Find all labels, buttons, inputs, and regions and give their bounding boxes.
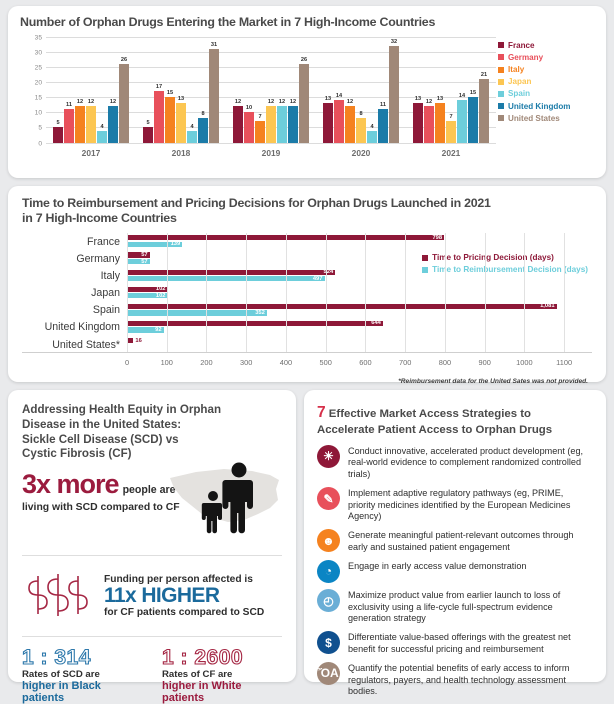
us-map-with-people-icon — [166, 456, 284, 540]
handshake-icon: ☻ — [317, 529, 340, 552]
legend-item-united-kingdom[interactable] — [498, 102, 592, 111]
pie-chart-icon: ◔ — [317, 560, 340, 583]
hbar-category-label: Germany — [76, 252, 120, 265]
bar-value-label: 4 — [100, 123, 104, 130]
bar-chart-y-tick: 0 — [38, 140, 42, 148]
hbar-chart-rows — [22, 233, 584, 353]
legend-label: Germany — [508, 52, 544, 62]
bar-germany-2020 — [334, 93, 344, 142]
hbar-gridline — [365, 233, 366, 353]
bar-chart-y-tick: 15 — [34, 94, 42, 102]
legend-item-italy[interactable] — [498, 65, 592, 74]
strategy-item — [317, 560, 593, 583]
hbar-x-tick: 100 — [160, 358, 173, 368]
bar-japan-2019 — [266, 99, 276, 142]
hbar-chart-plot-area — [22, 233, 592, 386]
bar-value-label: 31 — [210, 41, 218, 48]
orphan-drugs-bar-chart-card — [8, 6, 606, 178]
hbar-reimbursement-france — [127, 242, 182, 247]
bar-chart-x-label: 2020 — [351, 147, 371, 158]
bar-italy-2018 — [165, 90, 175, 142]
hbar-category-label: Japan — [91, 287, 120, 300]
hbar-row — [22, 302, 584, 319]
equity-divider-1 — [22, 555, 282, 556]
bar-value-label: 14 — [458, 93, 466, 100]
strategy-text: Generate meaningful patient-relevant outcomes through early and sustained patient engagement — [348, 530, 574, 552]
legend-swatch-icon — [498, 42, 504, 48]
bar-chart-y-tick: 10 — [34, 109, 42, 117]
equity-funding-text — [104, 574, 264, 618]
bar-spain-2021 — [457, 93, 467, 142]
bar-germany-2021 — [424, 99, 434, 142]
hbar-value-label: 1,081 — [540, 303, 555, 310]
bar-value-label: 4 — [370, 123, 374, 130]
bar-italy-2017 — [75, 99, 85, 142]
hbar-category-label: France — [87, 235, 120, 248]
bar-chart-x-label: 2021 — [441, 147, 461, 158]
bar-value-label: 17 — [155, 84, 163, 91]
legend-swatch-icon — [498, 115, 504, 121]
hbar-chart-legend — [422, 253, 588, 274]
equity-stat-prevalence — [22, 469, 282, 546]
equity-ratio-cf-value: 1 : 2600 — [162, 646, 244, 670]
dollar-signs-icon — [22, 565, 94, 627]
bar-value-label: 8 — [359, 111, 363, 118]
strategy-item — [317, 662, 593, 698]
equity-3x-sub: living with SCD compared to CF — [22, 502, 180, 514]
equity-3x-tail: people are — [122, 484, 176, 497]
hbar-track — [127, 285, 584, 302]
hbar-row — [22, 336, 584, 353]
bar-chart-group-2020 — [316, 37, 406, 158]
strategy-item — [317, 487, 593, 523]
legend-label: United States — [508, 113, 560, 123]
hbar-title-line2: in 7 High-Income Countries — [22, 210, 177, 225]
hbar-gridline — [326, 233, 327, 353]
bar-chart-legend — [498, 41, 592, 123]
bar-chart-title: Number of Orphan Drugs Entering the Market in 7 High-Income Countries — [20, 15, 436, 29]
bar-japan-2018 — [176, 96, 186, 142]
bar-germany-2018 — [154, 84, 164, 142]
bar-spain-2019 — [277, 99, 287, 142]
bar-value-label: 12 — [267, 99, 275, 106]
bar-value-label: 26 — [120, 56, 128, 63]
hbar-gridline — [405, 233, 406, 353]
strategies-title — [317, 403, 593, 437]
bar-value-label: 14 — [335, 93, 343, 100]
hbar-value-label: 497 — [312, 275, 323, 282]
hbar-legend-item[interactable] — [422, 265, 588, 274]
hbar-pricing-japan — [127, 287, 168, 292]
legend-label: Spain — [508, 89, 531, 99]
equity-title-line3: Sickle Cell Disease (SCD) vs — [22, 432, 179, 446]
bar-value-label: 21 — [480, 72, 488, 79]
bar-italy-2020 — [345, 99, 355, 142]
bar-chart-group-2018 — [136, 37, 226, 158]
bar-chart-x-label: 2017 — [81, 147, 101, 158]
bar-united-kingdom-2020 — [378, 102, 388, 142]
hbar-x-tick: 500 — [319, 358, 332, 368]
bar-value-label: 10 — [245, 105, 253, 112]
hbar-pricing-italy — [127, 270, 335, 275]
strategy-item — [317, 631, 593, 655]
bar-united-states-2019 — [299, 56, 309, 143]
legend-swatch-icon — [498, 103, 504, 109]
hbar-track — [127, 319, 584, 336]
hbar-gridline — [524, 233, 525, 353]
hbar-gridline — [286, 233, 287, 353]
bar-chart-y-tick: 35 — [34, 34, 42, 42]
hbar-x-tick: 700 — [399, 358, 412, 368]
strategy-item — [317, 589, 593, 625]
bar-united-states-2021 — [479, 72, 489, 143]
clipboard-pen-icon: ✎ — [317, 487, 340, 510]
hbar-gridline — [564, 233, 565, 353]
hbar-x-tick: 600 — [359, 358, 372, 368]
bar-value-label: 26 — [300, 56, 308, 63]
bar-value-label: 7 — [258, 114, 262, 121]
bar-value-label: 13 — [324, 96, 332, 103]
equity-ratio-scd-line2: higher in Black patients — [22, 680, 101, 704]
bar-value-label: 32 — [390, 38, 398, 45]
bar-chart-x-label: 2018 — [171, 147, 191, 158]
bar-chart-group-2021 — [406, 37, 496, 158]
hbar-row — [22, 233, 584, 250]
hbar-value-label: 524 — [323, 269, 334, 276]
equity-title-line2: Disease in the United States: — [22, 417, 182, 431]
hbar-reimbursement-unitedkingdom — [127, 327, 164, 332]
legend-item-united-states[interactable] — [498, 114, 592, 123]
strategy-text: Differentiate value-based offerings with the greatest net benefit for successful pricing and reimbursement — [348, 632, 571, 654]
hbar-x-tick: 800 — [438, 358, 452, 368]
legend-swatch-icon — [498, 67, 504, 73]
hbar-reimbursement-italy — [127, 276, 325, 281]
bar-united-states-2020 — [389, 38, 399, 143]
bar-value-label: 12 — [234, 99, 242, 106]
bar-france-2019 — [233, 99, 243, 142]
bar-value-label: 12 — [346, 99, 354, 106]
hbar-reimbursement-japan — [127, 293, 168, 298]
equity-funding-line2: for CF patients compared to SCD — [104, 607, 265, 619]
strategies-list — [317, 445, 593, 698]
bar-value-label: 13 — [436, 96, 444, 103]
hbar-category-label: Italy — [100, 270, 120, 283]
bar-value-label: 12 — [425, 99, 433, 106]
bar-value-label: 13 — [414, 96, 422, 103]
strategy-text: Implement adaptive regulatory pathways (eg, PRIME, priority medicines identified by the European Medicines Agency) — [348, 488, 571, 522]
equity-funding-line1: Funding per person affected is — [104, 574, 253, 586]
strategy-text: Engage in early access value demonstration — [348, 560, 527, 571]
hbar-gridline — [445, 233, 446, 353]
bar-united-kingdom-2018 — [198, 111, 208, 142]
hbar-title-line1: Time to Reimbursement and Pricing Decisions for Orphan Drugs Launched in 2021 — [22, 196, 491, 210]
hbar-legend-item[interactable] — [422, 253, 588, 262]
health-equity-card — [8, 390, 296, 704]
equity-ratio-scd-line1: Rates of SCD are — [22, 669, 100, 681]
bar-value-label: 12 — [87, 99, 95, 106]
legend-swatch-icon — [498, 91, 504, 97]
bar-chart-icon: ὌA — [317, 662, 340, 685]
lightbulb-icon: ☀ — [317, 445, 340, 468]
hbar-x-tick: 1100 — [556, 358, 573, 368]
hbar-value-label: 92 — [155, 327, 162, 334]
legend-swatch-icon — [422, 255, 428, 261]
time-to-decision-chart-card — [8, 186, 606, 386]
hbar-x-tick: 300 — [240, 358, 253, 368]
bar-france-2021 — [413, 96, 423, 142]
hbar-chart-title — [22, 196, 592, 225]
bar-chart-group-2017 — [46, 37, 136, 158]
legend-label: Time to Reimbursement Decision (days) — [432, 265, 588, 275]
equity-11x-value: 11x HIGHER — [104, 584, 220, 608]
market-access-strategies-card — [304, 390, 606, 697]
hbar-track — [127, 336, 584, 353]
hbar-value-label: 102 — [155, 286, 166, 293]
hbar-row — [22, 319, 584, 336]
hbar-gridline — [167, 233, 168, 353]
hbar-chart-footnote: *Reimbursement data for the United Sates was not provided. — [398, 378, 588, 386]
stopwatch-icon: ◴ — [317, 589, 340, 612]
hbar-value-label: 139 — [170, 241, 181, 248]
hbar-pricing-spain — [127, 304, 557, 309]
bar-france-2018 — [143, 120, 153, 142]
bar-value-label: 5 — [146, 120, 150, 127]
bar-value-label: 5 — [56, 120, 60, 127]
legend-label: Japan — [508, 77, 532, 87]
bar-france-2020 — [323, 96, 333, 142]
legend-label: Italy — [508, 65, 525, 74]
legend-item-germany[interactable] — [498, 53, 592, 62]
strategy-item — [317, 445, 593, 481]
bar-value-label: 8 — [201, 111, 205, 118]
legend-item-japan[interactable] — [498, 77, 592, 86]
hbar-value-label: 102 — [155, 292, 166, 299]
hbar-x-tick: 200 — [200, 358, 213, 368]
bar-value-label: 12 — [278, 99, 286, 106]
hbar-category-label: United States* — [52, 338, 120, 351]
hbar-gridline — [246, 233, 247, 353]
bar-chart-gridline — [38, 140, 496, 148]
equity-ratios — [22, 646, 282, 704]
bar-value-label: 15 — [166, 90, 174, 97]
bar-value-label: 13 — [177, 96, 185, 103]
strategies-title-line2: Accelerate Patient Access to Orphan Drugs — [317, 423, 553, 436]
legend-item-france[interactable] — [498, 41, 592, 50]
bar-france-2017 — [53, 120, 63, 142]
bar-value-label: 7 — [449, 114, 453, 121]
bar-united-kingdom-2017 — [108, 99, 118, 142]
hbar-x-tick: 0 — [124, 358, 130, 368]
bar-germany-2017 — [64, 102, 74, 142]
hbar-gridline — [206, 233, 207, 353]
strategies-count: 7 — [317, 404, 326, 421]
hbar-x-tick: 400 — [279, 358, 293, 368]
bar-chart-y-tick: 30 — [34, 49, 42, 57]
hbar-value-label: 798 — [432, 234, 443, 241]
bar-value-label: 11 — [66, 102, 72, 109]
bar-united-states-2018 — [209, 41, 219, 143]
strategies-title-line1: Effective Market Access Strategies to — [328, 408, 531, 420]
bar-spain-2017 — [97, 123, 107, 143]
hbar-value-label: 16 — [135, 337, 142, 344]
equity-ratio-cf-line2: higher in White patients — [162, 680, 242, 704]
strategy-item — [317, 529, 593, 553]
equity-ratio-cf-line1: Rates of CF are — [162, 669, 233, 681]
bar-spain-2018 — [187, 123, 197, 143]
hbar-row — [22, 285, 584, 302]
bar-japan-2017 — [86, 99, 96, 142]
bar-italy-2021 — [435, 96, 445, 142]
equity-title — [22, 403, 282, 462]
hbar-value-label: 57 — [141, 251, 148, 258]
legend-item-spain[interactable] — [498, 89, 592, 98]
hbar-value-label: 644 — [371, 320, 381, 327]
bar-italy-2019 — [255, 114, 265, 142]
hbar-gridline — [127, 233, 128, 353]
bar-united-kingdom-2019 — [288, 99, 298, 142]
bar-japan-2021 — [446, 114, 456, 142]
bar-united-states-2017 — [119, 56, 129, 143]
equity-3x-value: 3x more — [22, 469, 119, 500]
bar-chart-y-tick: 5 — [38, 124, 42, 132]
bar-japan-2020 — [356, 111, 366, 142]
equity-title-line4: Cystic Fibrosis (CF) — [22, 447, 132, 461]
bar-chart-group-2019 — [226, 37, 316, 158]
hbar-category-label: Spain — [92, 304, 120, 317]
hbar-value-label: 57 — [141, 258, 148, 265]
legend-swatch-icon — [498, 54, 504, 60]
equity-ratio-scd-value: 1 : 314 — [22, 646, 91, 670]
bar-value-label: 12 — [289, 99, 297, 106]
legend-label: United Kingdom — [508, 101, 571, 111]
hbar-gridline — [485, 233, 486, 353]
equity-stat-funding — [22, 565, 282, 627]
hbar-category-label: United Kingdom — [44, 321, 120, 334]
bar-chart-y-tick: 20 — [34, 79, 42, 87]
bar-value-label: 15 — [469, 90, 477, 97]
bar-chart-plot-area — [20, 34, 594, 165]
hbar-x-tick: 1000 — [516, 358, 533, 368]
legend-swatch-icon — [422, 267, 428, 273]
dollar-coin-icon: $ — [317, 631, 340, 654]
hbar-pricing-germany — [127, 252, 150, 257]
strategy-text: Maximize product value from earlier launch to loss of exclusivity using a life-cycle full-spectrum evidence generation strategy — [348, 590, 561, 624]
legend-label: France — [508, 40, 535, 50]
strategy-text: Conduct innovative, accelerated product development (eg, real-world evidence to complement randomized controlled trials) — [348, 445, 584, 479]
bar-chart-groups — [46, 37, 496, 158]
equity-ratio-cf — [162, 646, 282, 704]
bar-chart-x-label: 2019 — [261, 147, 281, 158]
hbar-axis-line — [22, 352, 592, 353]
equity-ratio-scd — [22, 646, 142, 704]
hbar-track — [127, 302, 584, 319]
bar-chart-plot — [34, 34, 496, 158]
bar-spain-2020 — [367, 123, 377, 143]
bar-value-label: 11 — [380, 102, 386, 109]
hbar-pricing-unitedkingdom — [127, 321, 383, 326]
bar-value-label: 12 — [109, 99, 117, 106]
bar-germany-2019 — [244, 105, 254, 142]
equity-divider-2 — [22, 636, 282, 637]
hbar-x-tick: 900 — [478, 358, 491, 368]
legend-label: Time to Pricing Decision (days) — [432, 253, 554, 263]
equity-title-line1: Addressing Health Equity in Orphan — [22, 403, 222, 416]
bar-chart-y-tick: 25 — [34, 64, 42, 72]
bar-value-label: 4 — [190, 123, 194, 130]
bar-value-label: 12 — [76, 99, 84, 106]
hbar-reimbursement-germany — [127, 259, 150, 264]
hbar-value-label: 352 — [255, 309, 265, 316]
strategy-text: Quantify the potential benefits of early access to inform regulators, payers, and health technology assessment bodies. — [348, 662, 570, 697]
legend-swatch-icon — [498, 79, 504, 85]
bar-united-kingdom-2021 — [468, 90, 478, 142]
hbar-track — [127, 233, 584, 250]
